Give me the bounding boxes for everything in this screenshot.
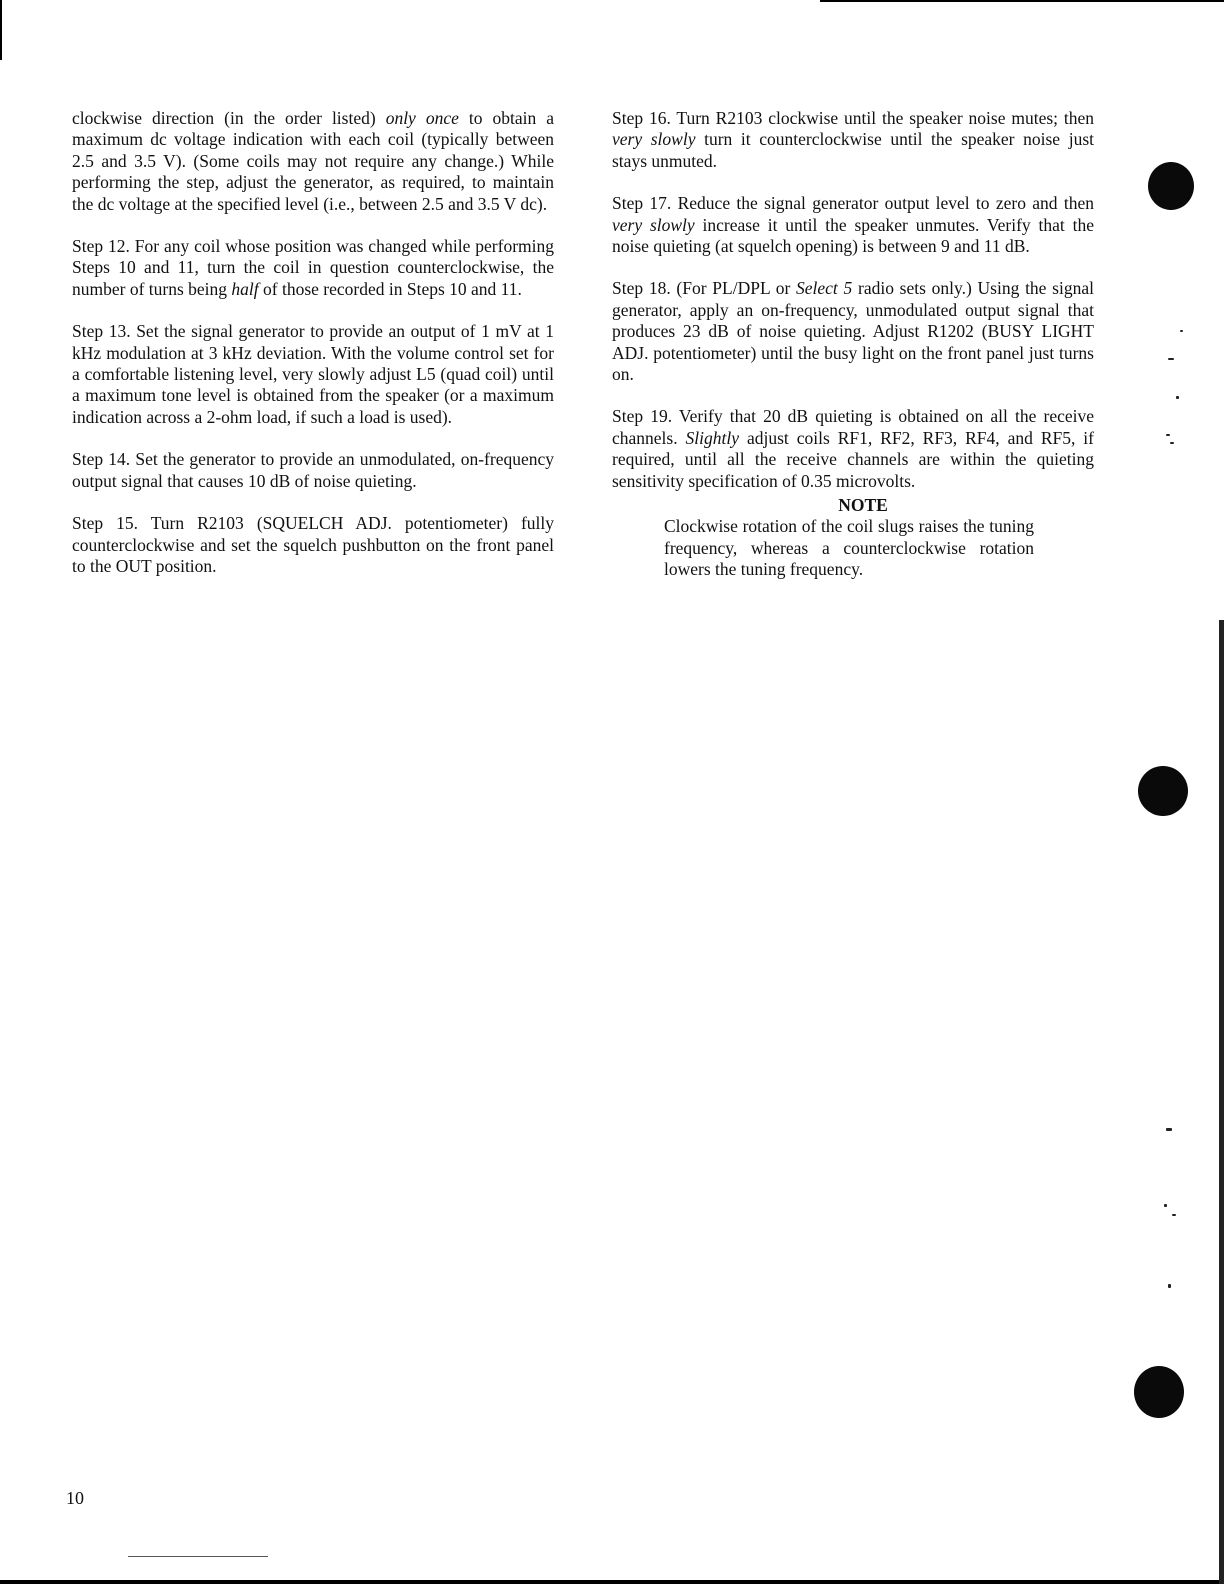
paragraph-step-16: [612, 108, 1094, 172]
text-run: Step 16. Turn R2103 clockwise until the speaker noise mutes; then: [612, 108, 1094, 128]
text-run: Step 12. For any coil whose position was changed while performing Steps 10 and 11, turn the coil in question counterclockwise, the number of turns being: [72, 236, 554, 299]
scan-speck: [1180, 330, 1183, 332]
scan-speck: [1172, 1214, 1176, 1216]
punch-hole-middle: [1138, 766, 1188, 816]
scan-speck: [1166, 1128, 1172, 1131]
scan-speck: [1164, 1204, 1167, 1207]
right-edge-line: [1219, 620, 1224, 1584]
punch-hole-bottom: [1134, 1366, 1184, 1418]
text-run: increase it until the speaker unmutes. Verify that the noise quieting (at squelch opening) is between 9 and 11 dB.: [612, 214, 1094, 257]
text-run: to obtain a maximum dc voltage indication with each coil (typically between 2.5 and 3.5 V). (Some coils may not require any change.) While performing the step, adjust the generator, as required, to maintain the dc voltage at the specified level (i.e., between 2.5 and 3.5 V dc).: [72, 108, 554, 214]
top-edge-line: [820, 0, 1224, 2]
text-run: Step 17. Reduce the signal generator output level to zero and then: [612, 193, 1094, 214]
scan-speck: [1166, 434, 1170, 436]
text-run: radio sets only.) Using the signal generator, apply an on-frequency, unmodulated output signal that produces 23 dB of noise quieting. Adjust R1202 (BUSY LIGHT ADJ. potentiometer) until the busy light on the front panel just turns on.: [612, 278, 1094, 385]
bottom-edge-line: [0, 1580, 1224, 1584]
text-run: of those recorded in Steps 10 and 11.: [258, 278, 522, 299]
emphasized-text: only once: [385, 108, 459, 128]
scan-speck: [1168, 358, 1174, 360]
paragraph-step-12: [72, 236, 554, 300]
paragraph-step-18: [612, 278, 1094, 385]
paragraph-step-14: [72, 449, 554, 492]
note-title: NOTE: [838, 495, 888, 516]
paragraph-step-17: [612, 193, 1094, 257]
emphasized-text: half: [231, 278, 259, 299]
text-run: Step 19. Verify that 20 dB quieting is obtained on all the receive channels.: [612, 406, 1094, 448]
text-run: Step 18. (For PL/DPL or: [612, 278, 797, 299]
scan-speck: [1176, 396, 1179, 399]
right-column: [612, 108, 1094, 580]
emphasized-text: Select 5: [796, 278, 853, 299]
emphasized-text: Slightly: [685, 427, 740, 448]
emphasized-text: very slowly: [612, 129, 696, 150]
text-run: Step 13. Set the signal generator to provide an output of 1 mV at 1 kHz modulation at 3 kHz deviation. With the volume control set for a comfortable listening level, very slowly adjust L5 (quad coil) until a maximum tone level is obtained from the speaker (or a maximum indication across a 2-ohm load, if such a load is used).: [72, 321, 554, 427]
text-run: Step 15. Turn R2103 (SQUELCH ADJ. potentiometer) fully counterclockwise and set the squelch pushbutton on the front panel to the OUT position.: [72, 513, 554, 576]
paragraph-step-15: [72, 513, 554, 577]
left-column: [72, 108, 554, 598]
paragraph-step-13: [72, 321, 554, 428]
text-run: Step 14. Set the generator to provide an unmodulated, on-frequency output signal that causes 10 dB of noise quieting.: [72, 449, 554, 491]
page-number: 10: [66, 1488, 84, 1508]
text-run: clockwise direction (in the order listed): [72, 108, 386, 128]
text-run: adjust coils RF1, RF2, RF3, RF4, and RF5, if required, until all the receive channels are within the quieting sensitivity specification of 0.35 microvolts.: [612, 427, 1094, 491]
paragraph-intro: [72, 108, 554, 215]
text-run: turn it counterclockwise until the speaker noise just stays unmuted.: [612, 129, 1094, 171]
left-edge-line: [0, 0, 2, 60]
note-body: Clockwise rotation of the coil slugs raises the tuning frequency, whereas a counterclockwise rotation lowers the tuning frequency.: [664, 516, 1034, 579]
scan-speck: [1168, 1284, 1171, 1288]
emphasized-text: very slowly: [612, 214, 695, 235]
paragraph-step-19: [612, 406, 1094, 492]
punch-hole-top: [1148, 162, 1194, 210]
bottom-short-line: [128, 1556, 268, 1557]
scan-speck: [1170, 442, 1174, 444]
